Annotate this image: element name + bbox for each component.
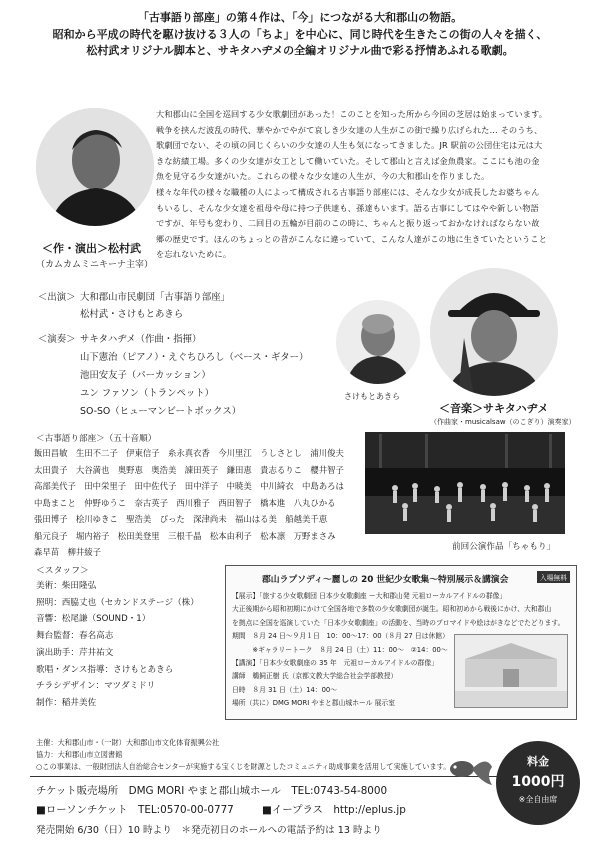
music-line: ユン ファソン（トランペット） — [80, 388, 215, 399]
sakemoto-photo — [336, 300, 420, 384]
sakita-subcaption: （作曲家・musicalsaw（のこぎり）演奏家） — [430, 418, 576, 426]
cast-line: 大和郡山市民劇団「古事語り部座」 — [80, 292, 231, 303]
music-line: 山下憲治（ピアノ）・えぐちひろし（ベース・ギター） — [80, 352, 309, 363]
exhibit-title: 郡山ラプソディ～麗しの 20 世紀少女歌集～特別展示＆講演会 — [262, 575, 509, 585]
credit-line: 主催：大和郡山市・（一財）大和郡山市文化体育振興公社 — [36, 738, 220, 747]
staff-line: 演出助手：芹井祐文 — [36, 647, 114, 658]
lead-line: 昭和から平成の時代を駆け抜ける３人の「ちよ」を中心に、同じ時代を生きたこの街の人々を描く、 — [52, 27, 548, 41]
exhibit-line: 【展示】「旅する少女歌劇団 日本少女歌劇座 ー大和郡山発 元祖ローカルアイドルの群像」 — [232, 592, 507, 600]
exhibit-line: を拠点に全国を巡演していた「日本少女歌劇座」の活動を、当時のブロマイドや絵はがきなどでたどります。 — [232, 618, 565, 627]
exhibit-line: ※ギャラリートーク ８月 24 日（土）11：00～ ②14：00～ — [232, 645, 448, 654]
exhibit-line: 場所（共に）DMG MORI やまと郡山城ホール 展示室 — [232, 699, 395, 708]
troupe-line: 中島まこと 仲野ゆうこ 奈古英子 西川雅子 西田智子 橋本進 八丸ひかる — [34, 497, 336, 508]
credit-line: 協力：大和郡山市立図書館 — [36, 750, 123, 759]
story-line: 歌劇団でない、その頃の同じくらいの少女達の人生も気になってきました。JR 駅前の公団住宅は元は大 — [156, 140, 543, 151]
staff-line: 照明：西脇丈也（セカンドステージ（株） — [36, 597, 199, 608]
troupe-line: 高部美代子 田中栄里子 田中佐代子 田中洋子 中暁美 中川綺衣 中島あろは — [34, 481, 344, 491]
exhibit-line: 【講演】「日本少女歌劇座の 35 年 元祖ローカルアイドルの群像」 — [232, 659, 438, 668]
sale-start: 発売開始 6/30（日）10 時より ＊発売初日のホールへの電話予約は 13 時より — [36, 825, 382, 836]
music-label: ＜演奏＞ — [38, 334, 76, 345]
cast-label: ＜出演＞ — [38, 292, 76, 303]
music-line: 池田安友子（パーカッション） — [80, 370, 211, 381]
story-line: 魚を見守る少女達がいた。これらの様々な少女達の人生が、今の大和郡山を作りました。 — [156, 171, 490, 182]
staff-line: 制作：稲井美佐 — [36, 697, 97, 708]
lead-line: 松村武オリジナル脚本と、サキタハヂメの全編オリジナル曲で彩る抒情あふれる歌劇。 — [86, 44, 514, 57]
story-line: を忘れないために。 — [156, 249, 232, 260]
exhibit-postcard-image — [454, 634, 568, 708]
staff-line: 美術：柴田隆弘 — [36, 581, 97, 591]
story-line: 様々な年代の様々な職種の人によって構成される古事語り部座には、そんな少女が成長したお婆ちゃん — [156, 186, 540, 197]
exhibit-line: 日時 ８月 31 日（土）14：00～ — [232, 685, 338, 694]
previous-performance-caption: 前回公演作品「ちゃもり」 — [452, 542, 556, 552]
ticket-venue: チケット販売場所 DMG MORI やまと郡山城ホール TEL:0743-54-8000 — [36, 785, 388, 797]
story-line: 郷の歴史です。ほんのちょっとの昔がこんなに違っていて、こんな人達がこの地に生きていたということ — [156, 233, 548, 244]
troupe-line: 森早苗 柳井綾子 — [34, 547, 101, 557]
story-line: ですが、年号も変わり、二回目の五輪が目前のこの時に、ちゃんと振り返っておかなければならない故 — [156, 218, 540, 229]
sakita-caption: ＜音楽＞サキタハヂメ — [439, 402, 549, 415]
troupe-line: 太田貴子 大谷満也 奥野恵 奥浩美 諌田英子 鎌田恵 貴志るりこ 櫻井智子 — [34, 464, 344, 475]
previous-performance-photo — [365, 432, 565, 534]
story-line: 大和郡山に全国を巡回する少女歌劇団があった！このことを知った所から今回の芝居は始まっています。 — [156, 109, 548, 119]
troupe-header: ＜古事語り部座＞（五十音順） — [36, 434, 157, 444]
staff-header: ＜スタッフ＞ — [36, 566, 89, 576]
director-caption: ＜作・演出＞松村武 — [42, 242, 141, 255]
exhibit-line: 講師 鵜飼正樹 氏（京都文教大学総合社会学部教授） — [232, 672, 398, 681]
price-amount: 1000円 — [511, 774, 565, 790]
troupe-list — [34, 445, 344, 561]
price-label: 料金 — [527, 755, 549, 768]
price-note: ※全自由席 — [518, 795, 558, 804]
story-paragraph — [156, 107, 547, 263]
goldfish-illustration — [440, 745, 495, 805]
lead-text — [40, 10, 560, 60]
price-circle — [496, 741, 580, 825]
exhibit-free-badge: 入場無料 — [537, 571, 570, 583]
troupe-line: 船元良子 堀内裕子 松田美登里 三根千晶 松本由利子 松本凛 万野まさみ — [34, 530, 336, 541]
story-line: 戦争を挟んだ波乱の時代、華やかでやがて哀しき少女達の人生がこの街で繰り広げられた… そのうち、 — [156, 124, 543, 135]
director-photo — [36, 108, 154, 226]
exhibit-line: 大正後期から昭和初期にかけて全国各地で多数の少女歌劇団が誕生。昭和初めから戦後にかけ、大和郡山 — [232, 605, 552, 614]
cast-line: 松村武・さけもとあきら — [80, 309, 184, 320]
story-line: きな紡績工場。多くの少女達が女工として働いていた。そして郡山と言えば金魚農家。ここにも池の金 — [156, 155, 540, 166]
exhibit-box — [225, 565, 577, 720]
credit-line: ○この事業は、一般財団法人自治総合センターが実施する宝くじを財源としたコミュニティ助成事業を活用して実施しています。 — [36, 762, 451, 771]
sakemoto-caption: さけもとあきら — [344, 392, 400, 401]
staff-list — [36, 578, 199, 712]
exhibit-line: 期間 ８月 24 日～９月１日 10：00～17：00（８月 27 日は休館） — [232, 632, 449, 641]
ticket-eplus: ■イープラス http://eplus.jp — [262, 804, 406, 816]
lead-line: 「古事語り部座」の第４作は、「今」につながる大和郡山の物語。 — [137, 11, 463, 24]
troupe-line: 飯田昌敏 生田不二子 伊東信子 糸永真衣香 今川里江 うしさとし 浦川俊夫 — [34, 448, 344, 458]
staff-line: 音響：松尾謙（SOUND・1） — [36, 614, 151, 625]
story-line: もいるし、そんな少女達を祖母や母に持つ子供達も、孫達もいます。語る古事にしてはやや新しい物語 — [156, 202, 539, 213]
director-subcaption: （カムカムミニキーナ主宰） — [36, 260, 154, 270]
sakita-photo — [430, 268, 558, 396]
troupe-line: 張田博子 桧川ゆきこ 聖浩美 ぴった 深津尚未 福山はる美 船越美千恵 — [34, 514, 328, 524]
music-line: サキタハヂメ（作曲・指揮） — [80, 334, 202, 345]
staff-line: 舞台監督：春名高志 — [36, 631, 114, 642]
music-line: SO-SO（ヒューマンビートボックス） — [80, 406, 242, 417]
staff-line: 歌唱・ダンス指導：さけもとあきら — [36, 664, 174, 675]
ticket-lawson: ■ローソンチケット TEL:0570-00-0777 — [36, 804, 234, 816]
staff-line: チラシデザイン：マツダミドリ — [36, 681, 156, 692]
